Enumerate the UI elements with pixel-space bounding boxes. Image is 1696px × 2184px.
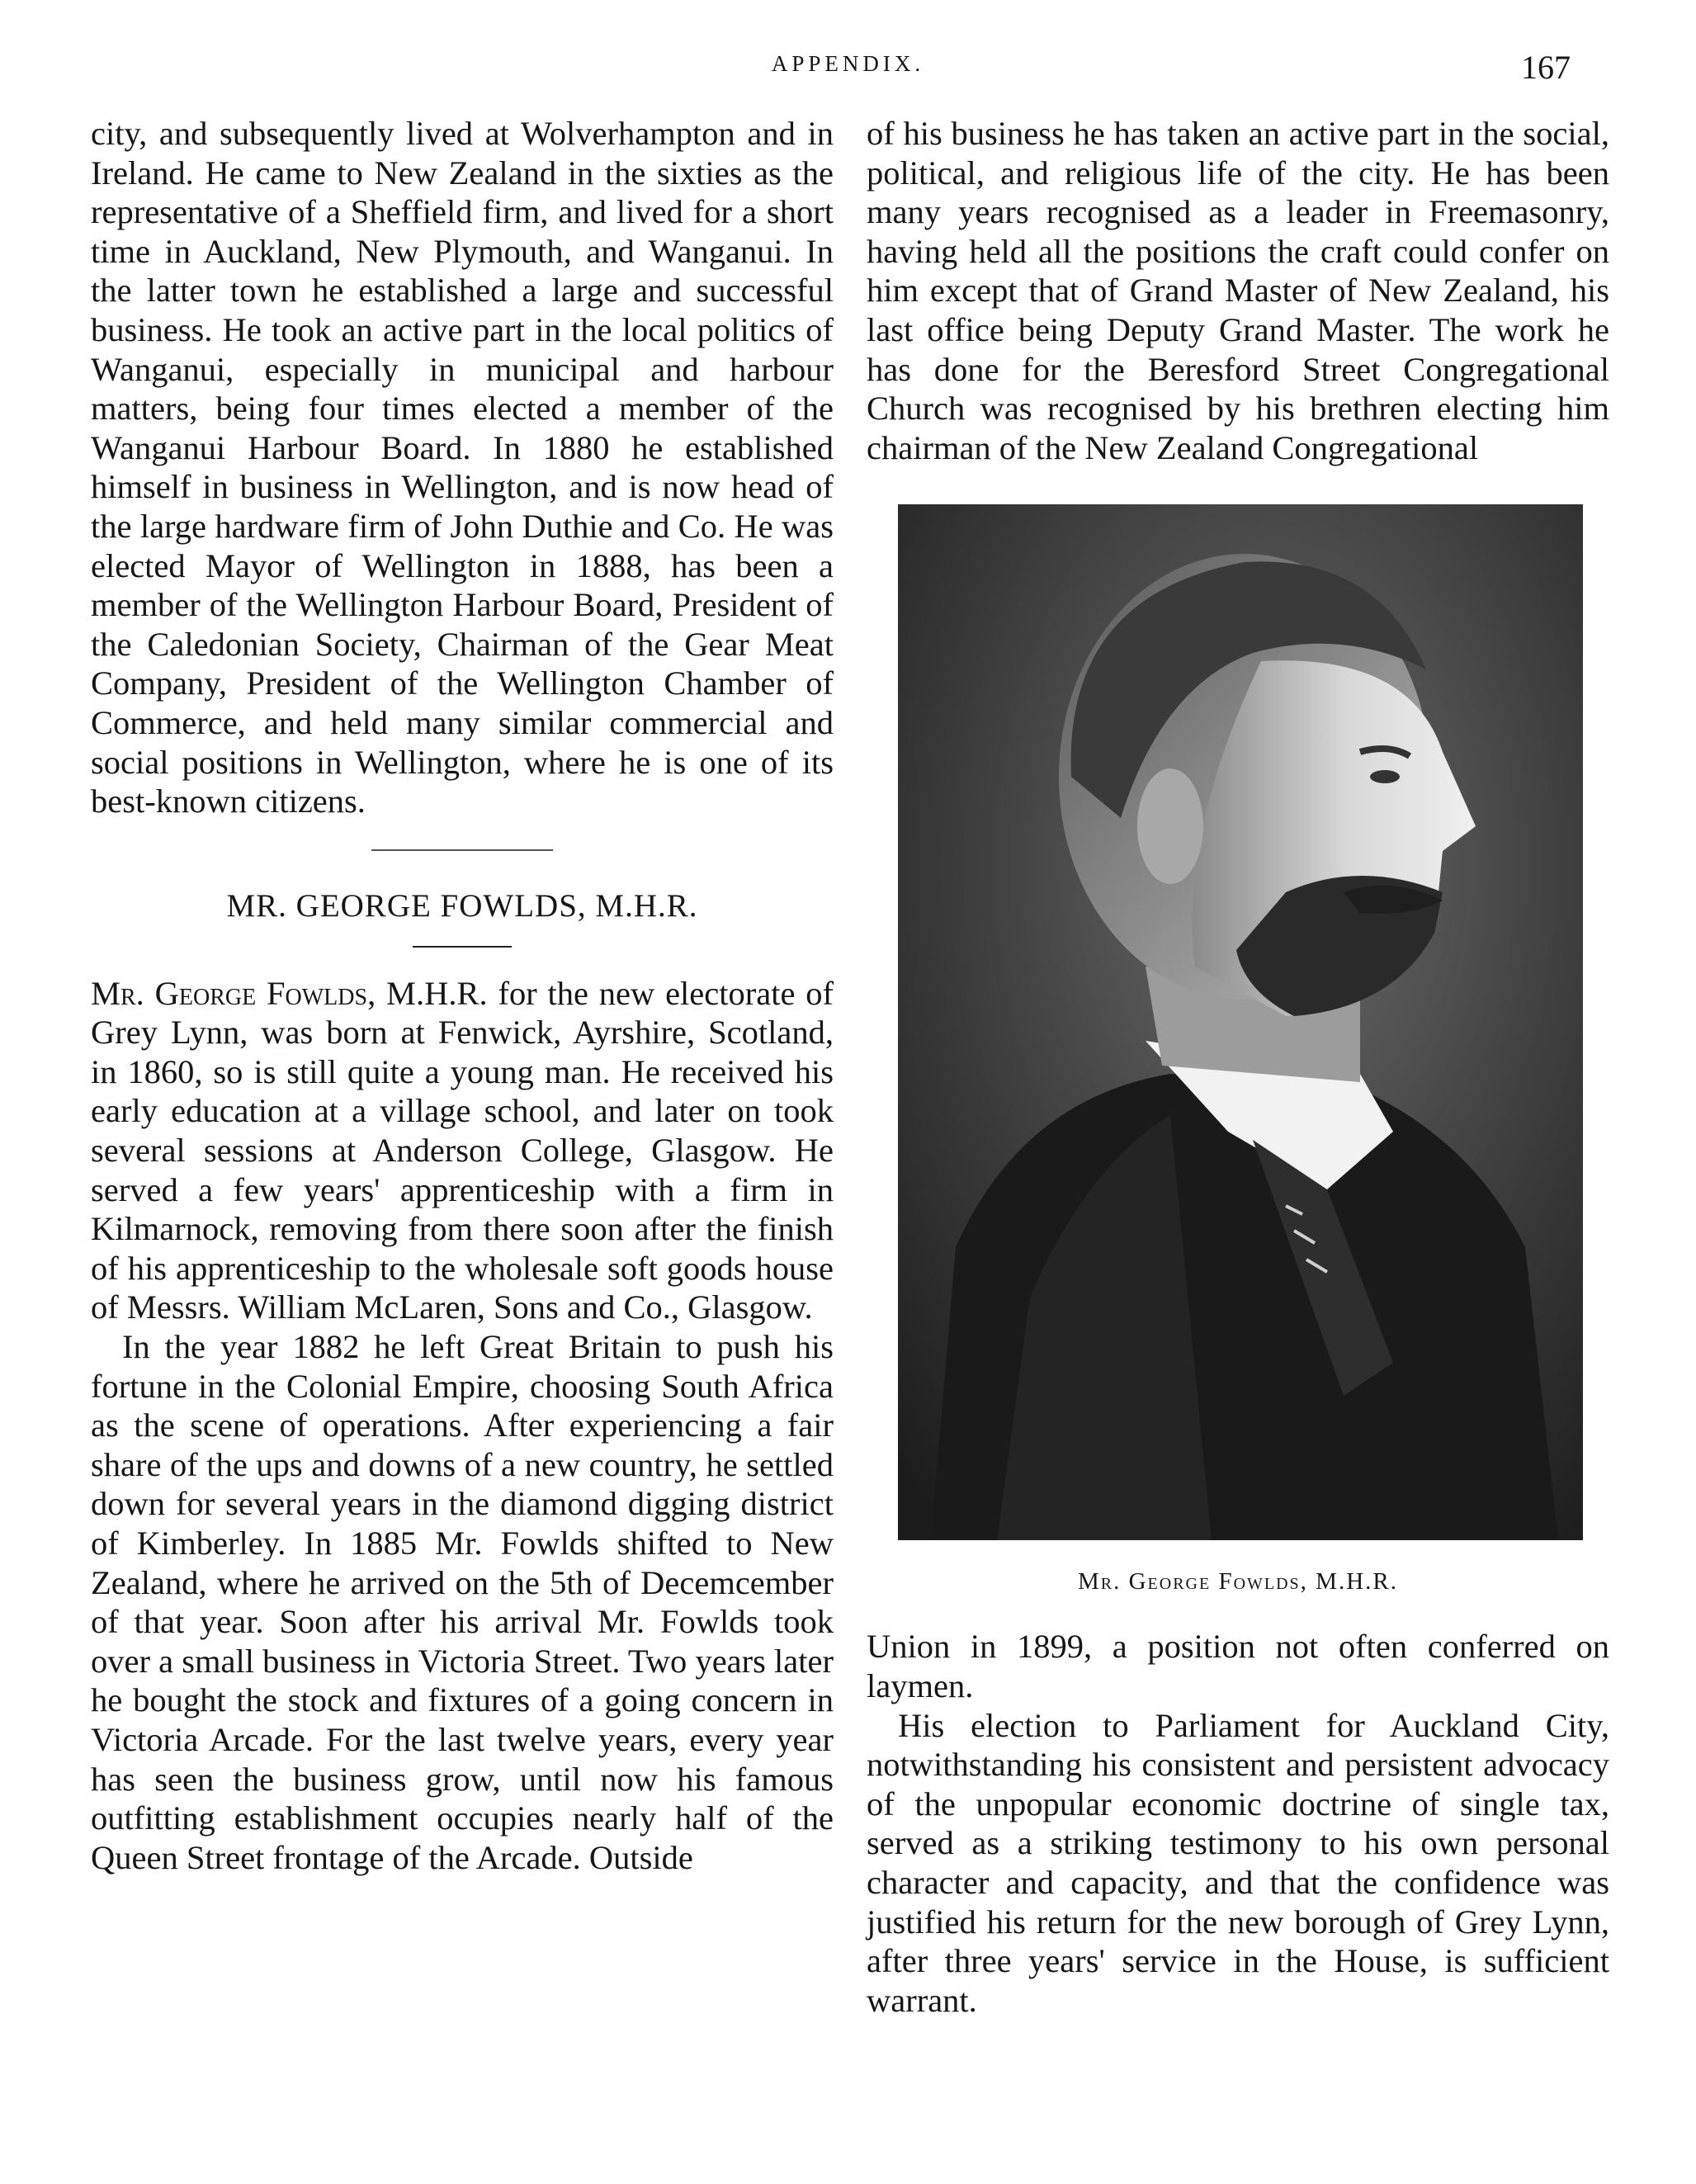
heading-rule [413, 946, 512, 948]
portrait-figure [867, 504, 1609, 1595]
running-head: APPENDIX. [771, 51, 925, 76]
left-column [91, 114, 834, 1877]
section-divider [371, 849, 553, 851]
paragraph-3: His election to Parliament for Auckland City, notwithstanding his consistent and persistent advocacy of the unpopular economic doctrine of single tax, served as a striking testimony to his own personal character and capacity, and that the confidence was justified his return for the new borough of Grey Lynn, after three years' service in the House, is sufficient warrant. [867, 1706, 1609, 2019]
paragraph-2: In the year 1882 he left Great Britain to push his fortune in the Colonial Empire, choosing South Africa as the scene of operations. After experiencing a fair share of the ups and downs of a new country, he settled down for several years in the diamond digging district of Kimberley. In 1885 Mr. Fowlds shifted to New Zealand, where he arrived on the 5th of Decemcember of that year. Soon after his arrival Mr. Fowlds took over a small business in Victoria Street. Two years later he bought the stock and fixtures of a going concern in Victoria Arcade. For the last twelve years, every year has seen the business grow, until now his famous outfitting establishment occupies nearly half of the Queen Street frontage of the Arcade. Outside [91, 1328, 834, 1876]
paragraph-after-figure: Union in 1899, a position not often conferred on laymen. [867, 1628, 1609, 1704]
paragraph-1-lead: Mr. George Fowlds, [91, 974, 376, 1012]
figure-caption: Mr. George Fowlds, M.H.R. [1077, 1568, 1399, 1595]
paragraph-1-body: M.H.R. for the new electorate of Grey Lynn, was born at Fenwick, Ayrshire, Scotland, in 1860, so is still quite a young man. He received his early education at a village school, and later on took several sessions at Anderson College, Glasgow. He served a few years' apprenticeship with a firm in Kilmarnock, removing from there soon after the finish of his apprenticeship to the wholesale soft goods house of Messrs. William McLaren, Sons and Co., Glasgow. [91, 974, 834, 1326]
page-number: 167 [1521, 49, 1571, 86]
continued-paragraph: of his business he has taken an active part in the social, political, and religious life of the city. He has been many years recognised as a leader in Freemasonry, having held all the positions the craft could confer on him except that of Grand Master of New Zealand, his last office being Deputy Grand Master. The work he has done for the Beresford Street Congregational Church was recognised by his brethren electing him chairman of the New Zealand Congregational [867, 115, 1609, 466]
portrait-photo [898, 504, 1583, 1540]
right-column [867, 114, 1609, 2020]
section-heading: MR. GEORGE FOWLDS, M.H.R. [226, 887, 698, 924]
continued-biography-text: city, and subsequently lived at Wolverhampton and in Ireland. He came to New Zealand in the sixties as the representative of a Sheffield firm, and lived for a short time in Auckland, New Plymouth, and Wanganui. In the latter town he established a large and successful business. He took an active part in the local politics of Wanganui, especially in municipal and harbour matters, being four times elected a member of the Wanganui Harbour Board. In 1880 he established himself in business in Wellington, and is now head of the large hardware firm of John Duthie and Co. He was elected Mayor of Wellington in 1888, has been a member of the Wellington Harbour Board, President of the Caledonian Society, Chairman of the Gear Meat Company, President of the Wellington Chamber of Commerce, and held many similar commercial and social positions in Wellington, where he is one of its best-known citizens. [91, 115, 834, 820]
paragraph-1 [91, 974, 834, 1327]
